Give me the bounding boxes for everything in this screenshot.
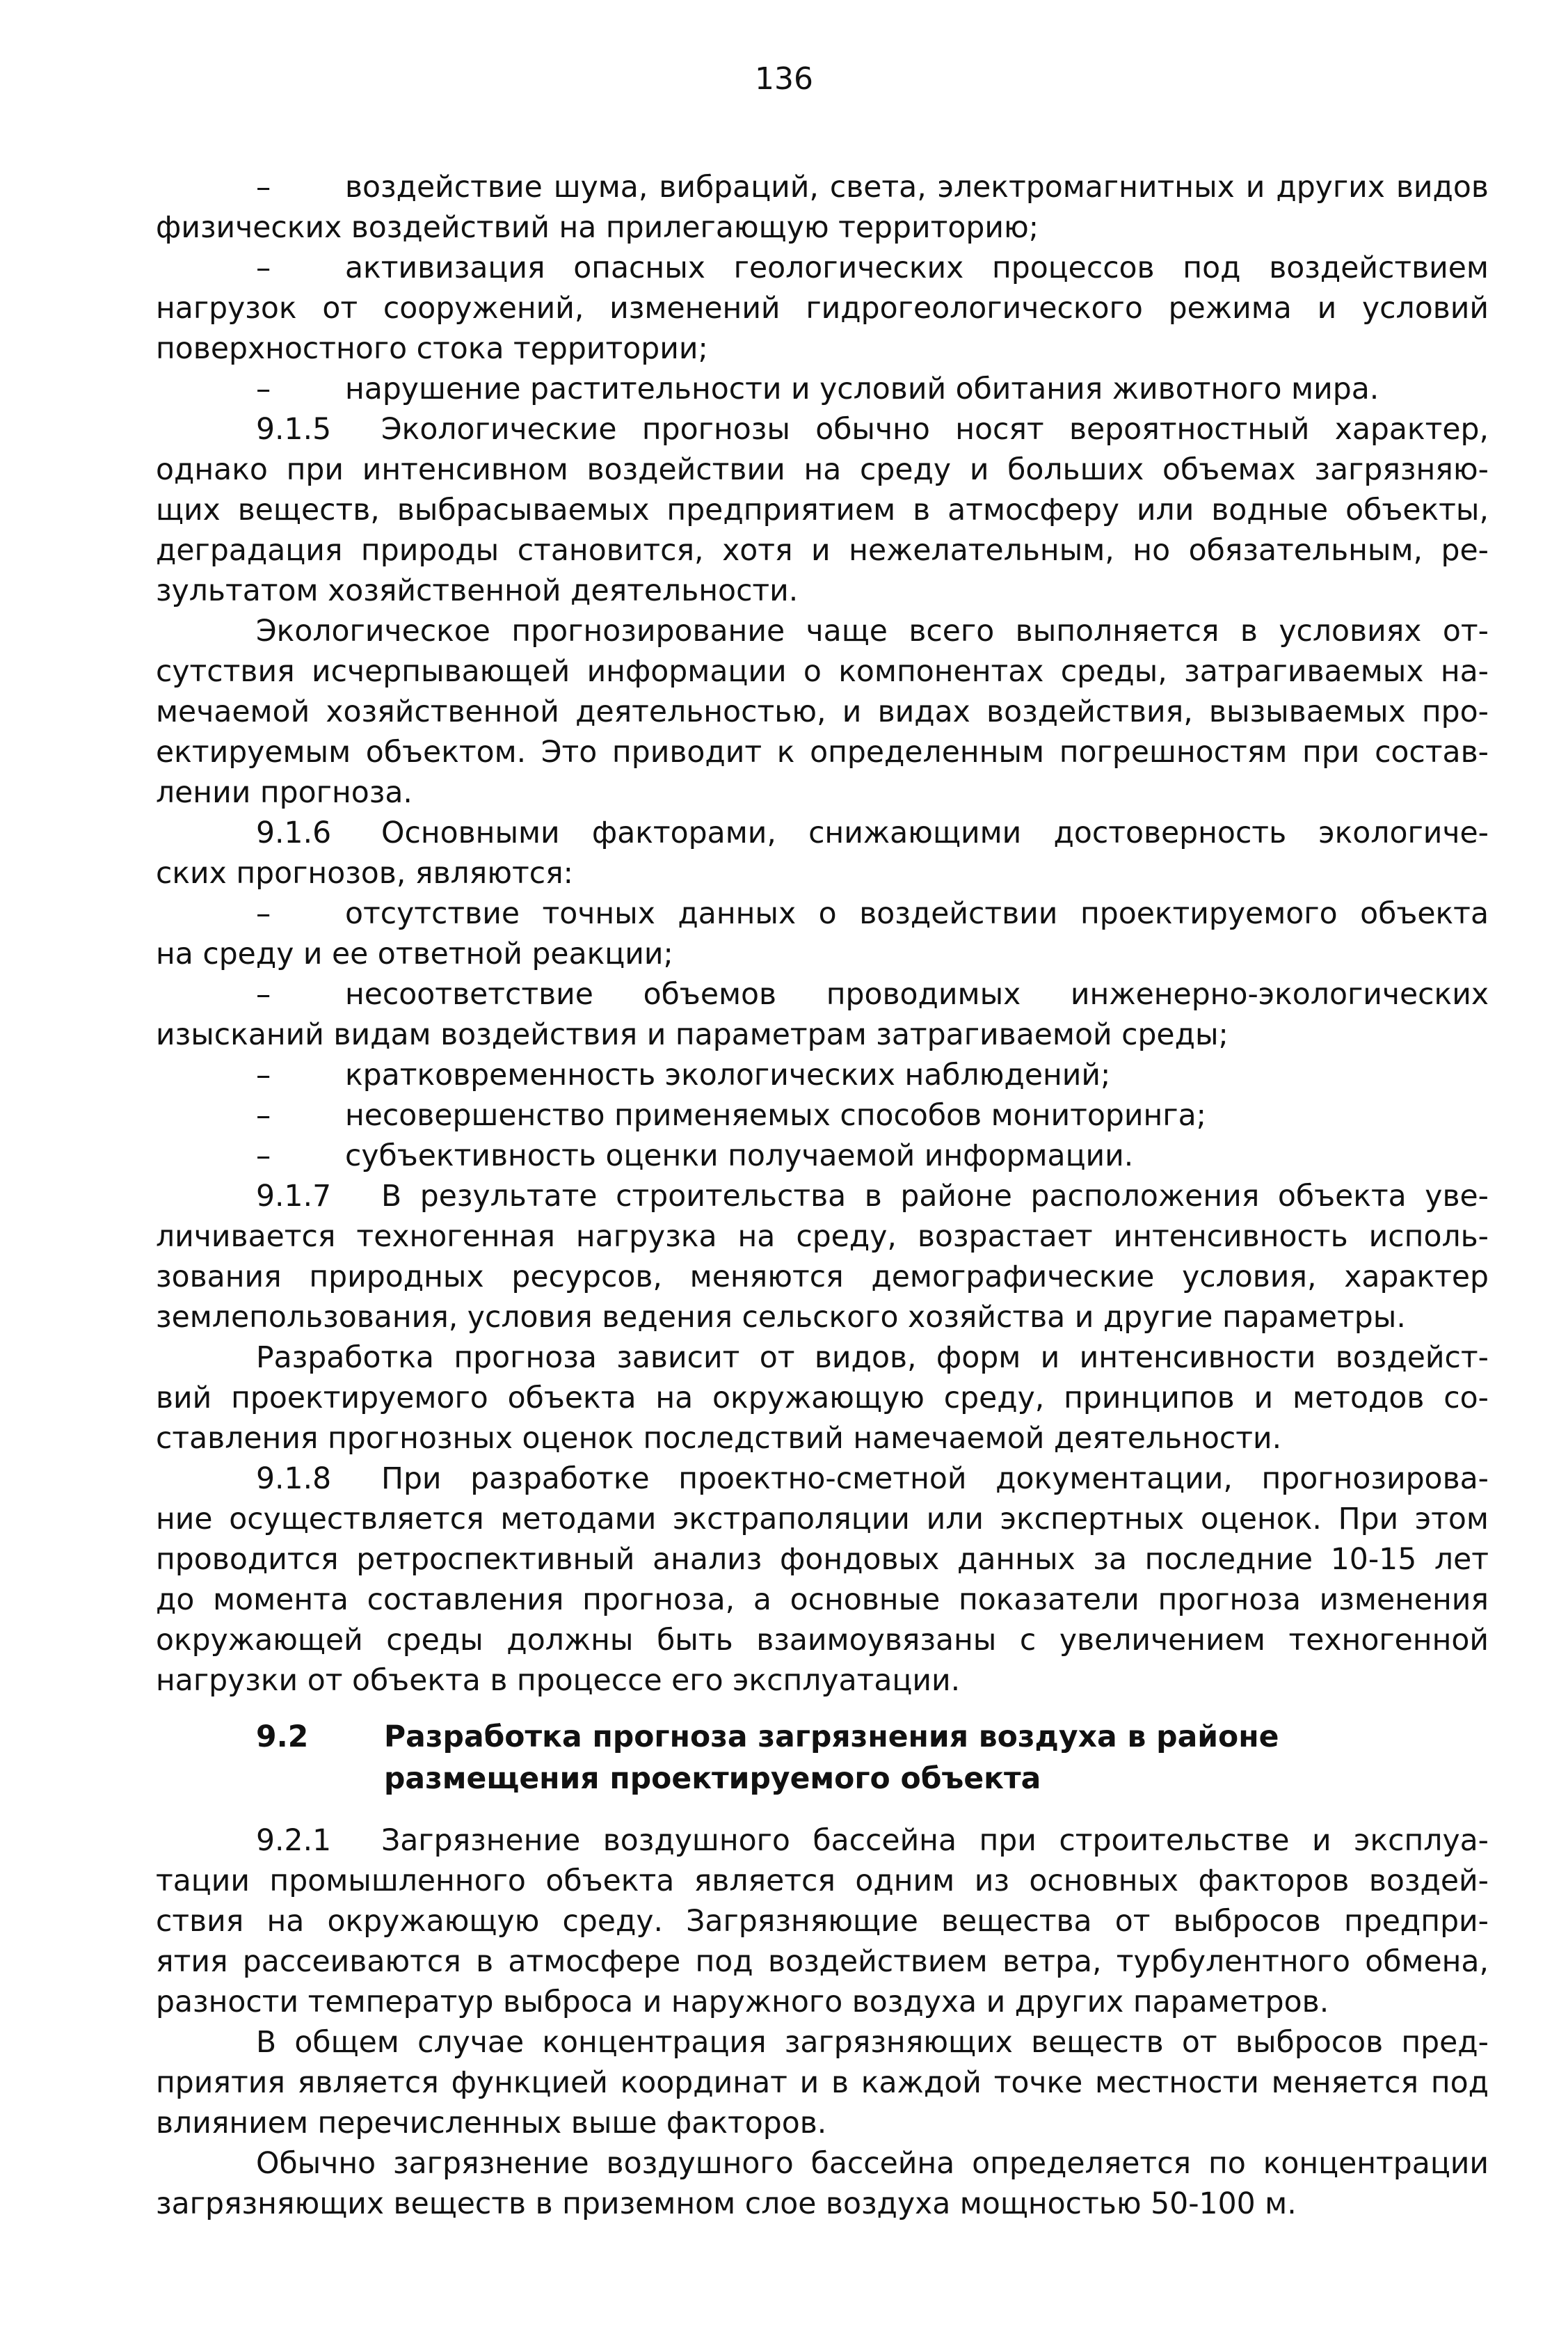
bullet-dash: – (256, 1139, 271, 1173)
section-number: 9.2 (256, 1720, 309, 1754)
bullet-dash: – (256, 1058, 271, 1092)
text-line: Экологическое прогнозирование чаще всего выполняется в условиях от- (256, 614, 1489, 649)
clause-number: 9.1.6 (256, 816, 332, 850)
text-line: землепользования, условия ведения сельского хозяйства и другие параметры. (156, 1301, 1406, 1335)
text-line: ставления прогнозных оценок последствий намечаемой деятельности. (156, 1422, 1282, 1456)
text-line: Экологические прогнозы обычно носят вероятностный характер, (381, 413, 1489, 447)
bullet-dash: – (256, 978, 271, 1012)
clause-number: 9.1.5 (256, 413, 332, 447)
text-line: мечаемой хозяйственной деятельностью, и видах воздействия, вызываемых про- (156, 695, 1489, 729)
text-line: щих веществ, выбрасываемых предприятием в атмосферу или водные объекты, (156, 493, 1489, 527)
text-line: субъективность оценки получаемой информации. (345, 1139, 1134, 1173)
bullet-dash: – (256, 170, 271, 205)
text-line: приятия является функцией координат и в каждой точке местности меняется под (156, 2066, 1489, 2100)
text-line: зования природных ресурсов, меняются демографические условия, характер (156, 1260, 1489, 1294)
text-line: до момента составления прогноза, а основные показатели прогноза изменения (156, 1583, 1489, 1617)
text-line: нагрузки от объекта в процессе его эксплуатации. (156, 1664, 961, 1698)
clause-number: 9.2.1 (256, 1824, 332, 1858)
text-line: В результате строительства в районе расположения объекта уве- (381, 1179, 1489, 1214)
bullet-dash: – (256, 897, 271, 931)
text-line: вий проектируемого объекта на окружающую среду, принципов и методов со- (156, 1381, 1489, 1415)
text-line: ских прогнозов, являются: (156, 857, 574, 891)
text-line: изысканий видам воздействия и параметрам затрагиваемой среды; (156, 1018, 1229, 1052)
text-line: сутствия исчерпывающей информации о компонентах среды, затрагиваемых на- (156, 655, 1489, 689)
section-title-line-2: размещения проектируемого объекта (384, 1762, 1041, 1796)
text-line: отсутствие точных данных о воздействии проектируемого объекта (345, 897, 1489, 931)
text-line: деградация природы становится, хотя и нежелательным, но обязательным, ре- (156, 534, 1489, 568)
text-line: личивается техногенная нагрузка на среду, возрастает интенсивность исполь- (156, 1220, 1489, 1254)
text-line: влиянием перечисленных выше факторов. (156, 2106, 827, 2140)
text-line: В общем случае концентрация загрязняющих веществ от выбросов пред- (256, 2026, 1489, 2060)
text-line: Основными факторами, снижающими достоверность экологиче- (381, 816, 1489, 850)
text-line: ектируемым объектом. Это приводит к определенным погрешностям при состав- (156, 736, 1489, 770)
text-line: воздействие шума, вибраций, света, электромагнитных и других видов (345, 170, 1489, 205)
text-line: лении прогноза. (156, 776, 413, 810)
text-line: кратковременность экологических наблюдений; (345, 1058, 1111, 1092)
text-line: на среду и ее ответной реакции; (156, 937, 673, 971)
text-line: разности температур выброса и наружного воздуха и других параметров. (156, 1985, 1329, 2019)
page-number: 136 (755, 61, 813, 97)
bullet-dash: – (256, 251, 271, 285)
clause-number: 9.1.7 (256, 1179, 332, 1214)
text-line: тации промышленного объекта является одним из основных факторов воздей- (156, 1864, 1489, 1898)
text-line: Разработка прогноза зависит от видов, форм и интенсивности воздейст- (256, 1341, 1489, 1375)
text-line: однако при интенсивном воздействии на среду и больших объемах загрязняю- (156, 453, 1489, 487)
text-line: несоответствие объемов проводимых инженерно-экологических (345, 978, 1489, 1012)
text-line: ствия на окружающую среду. Загрязняющие вещества от выбросов предпри- (156, 1905, 1489, 1939)
text-line: Загрязнение воздушного бассейна при строительстве и эксплуа- (381, 1824, 1489, 1858)
text-line: нарушение растительности и условий обитания животного мира. (345, 372, 1379, 406)
text-line: ятия рассеиваются в атмосфере под воздействием ветра, турбулентного обмена, (156, 1945, 1489, 1979)
bullet-dash: – (256, 1099, 271, 1133)
text-line: зультатом хозяйственной деятельности. (156, 574, 799, 608)
section-title-line-1: Разработка прогноза загрязнения воздуха в районе (384, 1720, 1279, 1754)
text-line: проводится ретроспективный анализ фондовых данных за последние 10-15 лет (156, 1543, 1489, 1577)
text-line: загрязняющих веществ в приземном слое воздуха мощностью 50-100 м. (156, 2187, 1297, 2221)
text-line: несовершенство применяемых способов мониторинга; (345, 1099, 1206, 1133)
text-line: физических воздействий на прилегающую территорию; (156, 211, 1039, 245)
bullet-dash: – (256, 372, 271, 406)
text-line: нагрузок от сооружений, изменений гидрогеологического режима и условий (156, 292, 1489, 326)
clause-number: 9.1.8 (256, 1462, 332, 1496)
text-line: При разработке проектно-сметной документации, прогнозирова- (381, 1462, 1489, 1496)
text-line: активизация опасных геологических процессов под воздействием (345, 251, 1489, 285)
text-line: Обычно загрязнение воздушного бассейна определяется по концентрации (256, 2147, 1489, 2181)
text-line: ние осуществляется методами экстраполяции или экспертных оценок. При этом (156, 1502, 1489, 1536)
text-line: окружающей среды должны быть взаимоувязаны с увеличением техногенной (156, 1623, 1489, 1658)
text-line: поверхностного стока территории; (156, 332, 708, 366)
